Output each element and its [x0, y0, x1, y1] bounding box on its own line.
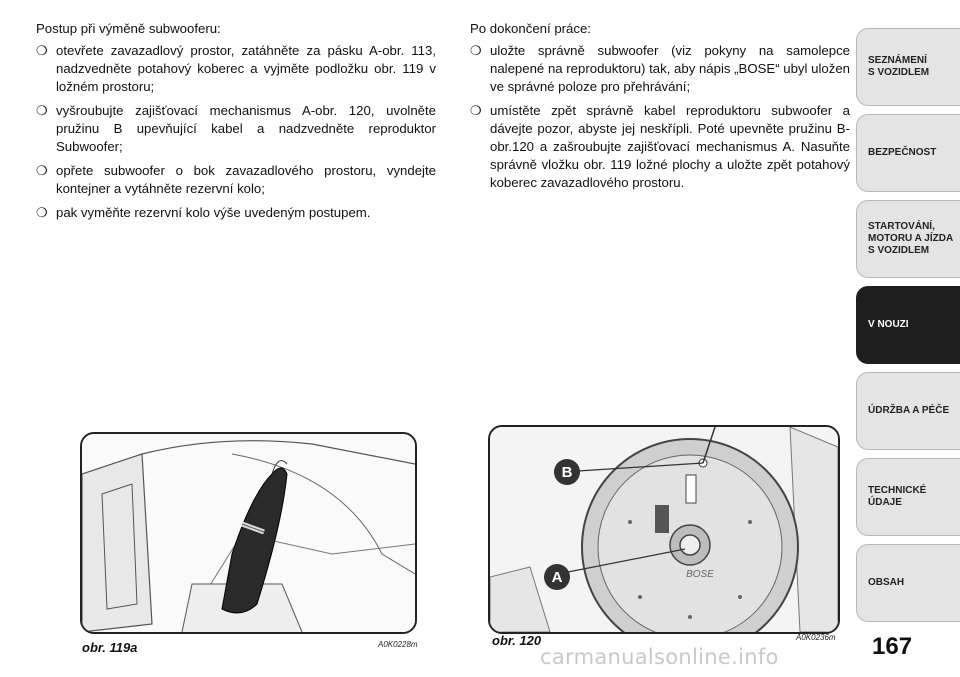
tab-startovani[interactable]	[856, 200, 960, 278]
tab-technicke-udaje[interactable]	[856, 458, 960, 536]
bullet-icon: ❍	[36, 103, 48, 118]
tab-label: BEZPEČNOST	[868, 147, 937, 158]
list-item-text: otevřete zavazadlový prostor, zatáhněte za pásku A-obr. 113, nadzvedněte potahový koberec a vyjměte podložku obr. 119 v ložném prostoru;	[56, 43, 436, 94]
trunk-illustration	[82, 434, 415, 632]
figure-119a	[80, 432, 417, 634]
figure-caption: obr. 120	[492, 633, 542, 648]
left-column	[36, 20, 436, 228]
right-heading: Po dokončení práce:	[470, 21, 591, 36]
figure-code: A0K0228m	[378, 640, 418, 649]
tab-udrzba[interactable]	[856, 372, 960, 450]
callout-label-b: B	[561, 464, 573, 481]
tab-obsah[interactable]	[856, 544, 960, 622]
list-item-text: vyšroubujte zajišťovací mechanismus A-obr. 120, uvolněte pružinu B upevňující kabel a nadzvedněte reproduktor Subwoofer;	[56, 103, 436, 154]
tab-label: SEZNÁMENÍ S VOZIDLEM	[868, 55, 930, 78]
list-item-text: pak vyměňte rezervní kolo výše uvedeným postupem.	[56, 205, 371, 220]
list-item	[470, 102, 850, 192]
left-heading: Postup při výměně subwooferu:	[36, 21, 221, 36]
bullet-icon: ❍	[36, 163, 48, 178]
tab-seznameni[interactable]	[856, 28, 960, 106]
page-number: 167	[872, 633, 913, 660]
bullet-icon: ❍	[470, 43, 482, 58]
tab-bezpecnost[interactable]	[856, 114, 960, 192]
bullet-icon: ❍	[36, 205, 48, 220]
list-item-text: uložte správně subwoofer (viz pokyny na samolepce nalepené na reproduktoru) tak, aby nápis „BOSE“ ubyl uložen ve správné poloze pro přehrávání;	[490, 43, 850, 94]
callout-label-a: A	[551, 569, 563, 586]
bullet-icon: ❍	[470, 103, 482, 118]
bullet-icon: ❍	[36, 43, 48, 58]
list-item	[470, 42, 850, 96]
tab-label: OBSAH	[868, 577, 905, 588]
right-column	[470, 20, 850, 198]
list-item	[36, 102, 436, 156]
list-item-text: opřete subwoofer o bok zavazadlového prostoru, vyndejte kontejner a vytáhněte rezervní kolo;	[56, 163, 436, 196]
bose-logo: BOSE	[686, 569, 714, 580]
list-item-text: umístěte zpět správně kabel reproduktoru subwoofer a dávejte pozor, abyste jej neskřípli. Poté upevněte pružinu B-obr.120 a zašroubujte zajišťovací mechanismus A. Nasuňte správně vložku obr. 119 ložné plochy a uložte zpět potahový koberec zavazadlového prostoru.	[490, 103, 850, 190]
tab-v-nouzi[interactable]	[856, 286, 960, 364]
tab-label: ÚDRŽBA A PÉČE	[868, 405, 950, 416]
figure-120	[488, 425, 840, 634]
watermark: carmanualsonline.info	[540, 645, 779, 669]
list-item	[36, 162, 436, 198]
list-item	[36, 204, 436, 222]
tab-label: V NOUZI	[868, 319, 909, 330]
figure-caption: obr. 119a	[82, 640, 138, 655]
tab-label: TECHNICKÉ ÚDAJE	[868, 485, 927, 508]
tab-label: STARTOVÁNÍ, MOTORU A JÍZDA S VOZIDLEM	[868, 221, 954, 256]
list-item	[36, 42, 436, 96]
subwoofer-illustration	[490, 427, 838, 632]
figure-code: A0K0236m	[796, 633, 836, 642]
